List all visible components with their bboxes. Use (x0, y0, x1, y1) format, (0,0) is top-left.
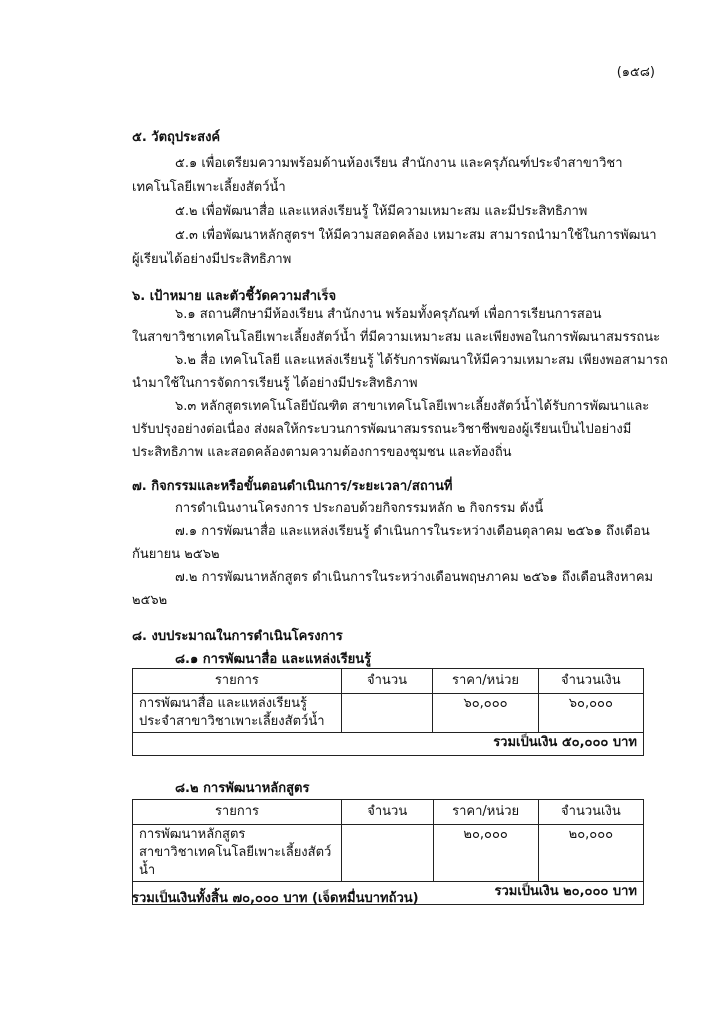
section-6-item-2-line-2: นำมาใช้ในการจัดการเรียนรู้ ได้อย่างมีประสิทธิภาพ (132, 376, 418, 391)
total-row (133, 733, 644, 756)
item-line-1: การพัฒนาหลักสูตร (139, 827, 246, 842)
section-6-item-2-line-1: ๖.๒ สื่อ เทคโนโลยี และแหล่งเรียนรู้ ได้รับการพัฒนาให้มีความเหมาะสม เพียงพอสามารถ (175, 353, 668, 368)
column-header-price: ราคา/หน่วย (433, 669, 538, 694)
item-line-2: ประจำสาขาวิชาเพาะเลี้ยงสัตว์น้ำ (139, 714, 325, 729)
total-cell: รวมเป็นเงิน ๒๐,๐๐๐ บาท (133, 882, 644, 905)
price-cell: ๖๐,๐๐๐ (433, 694, 538, 733)
column-header-price: ราคา/หน่วย (433, 800, 538, 825)
section-6-heading: ๖. เป้าหมาย และตัวชี้วัดความสำเร็จ (132, 289, 337, 304)
budget-8-2-subheading: ๘.๒ การพัฒนาหลักสูตร (175, 781, 310, 796)
table-row (133, 694, 644, 733)
item-line-1: การพัฒนาสื่อ และแหล่งเรียนรู้ (139, 696, 308, 711)
column-header-item: รายการ (133, 669, 342, 694)
amount-cell: ๖๐,๐๐๐ (538, 694, 643, 733)
section-7-item-1-line-2: กันยายน ๒๕๖๒ (132, 547, 220, 562)
section-6-item-3-line-1: ๖.๓ หลักสูตรเทคโนโลยีบัณฑิต สาขาเทคโนโลยีเพาะเลี้ยงสัตว์น้ำได้รับการพัฒนาและ (175, 399, 650, 414)
section-7-item-1-line-1: ๗.๑ การพัฒนาสื่อ และแหล่งเรียนรู้ ดำเนินการในระหว่างเดือนตุลาคม ๒๕๖๑ ถึงเดือน (175, 524, 650, 539)
section-5-item-3-line-2: ผู้เรียนได้อย่างมีประสิทธิภาพ (132, 252, 292, 267)
section-6-item-3-line-2: ปรับปรุงอย่างต่อเนื่อง ส่งผลให้กระบวนการพัฒนาสมรรถนะวิชาชีพของผู้เรียนเป็นไปอย่างมี (132, 422, 632, 437)
section-7-item-2-line-2: ๒๕๖๒ (132, 593, 168, 608)
section-5-item-2: ๕.๒ เพื่อพัฒนาสื่อ และแหล่งเรียนรู้ ให้มีความเหมาะสม และมีประสิทธิภาพ (175, 204, 588, 219)
column-header-qty: จำนวน (341, 669, 433, 694)
section-7-intro: การดำเนินงานโครงการ ประกอบด้วยกิจกรรมหลัก ๒ กิจกรรม ดังนี้ (175, 501, 544, 516)
qty-cell (341, 825, 433, 882)
section-7-item-2-line-1: ๗.๒ การพัฒนาหลักสูตร ดำเนินการในระหว่างเดือนพฤษภาคม ๒๕๖๑ ถึงเดือนสิงหาคม (175, 570, 654, 585)
section-5-item-1-line-2: เทคโนโลยีเพาะเลี้ยงสัตว์น้ำ (132, 180, 286, 195)
column-header-amount: จำนวนเงิน (538, 669, 643, 694)
table-header-row (133, 669, 644, 694)
section-7-heading: ๗. กิจกรรมและหรือขั้นตอนดำเนินการ/ระยะเวลา/สถานที่ (132, 479, 453, 494)
qty-cell (341, 694, 433, 733)
total-cell: รวมเป็นเงิน ๕๐,๐๐๐ บาท (133, 733, 644, 756)
table-header-row (133, 800, 644, 825)
budget-8-1-subheading: ๘.๑ การพัฒนาสื่อ และแหล่งเรียนรู้ (175, 652, 372, 667)
section-6-item-1-line-2: ในสาขาวิชาเทคโนโลยีเพาะเลี้ยงสัตว์น้ำ ที่มีความเหมาะสม และเพียงพอในการพัฒนาสมรรถนะ (132, 330, 661, 345)
budget-table-media (132, 668, 644, 756)
item-line-2: สาขาวิชาเทคโนโลยีเพาะเลี้ยงสัตว์น้ำ (139, 845, 332, 878)
section-6-item-1-line-1: ๖.๑ สถานศึกษามีห้องเรียน สำนักงาน พร้อมทั้งครุภัณฑ์ เพื่อการเรียนการสอน (175, 307, 602, 322)
section-5-heading: ๕. วัตถุประสงค์ (132, 130, 221, 145)
column-header-item: รายการ (133, 800, 342, 825)
table-row (133, 825, 644, 882)
page-number: (๑๕๘) (616, 65, 655, 80)
grand-total: รวมเป็นเงินทั้งสิ้น ๗๐,๐๐๐ บาท (เจ็ดหมื่นบาทถ้วน) (132, 891, 419, 906)
item-cell (133, 825, 342, 882)
section-5-item-3-line-1: ๕.๓ เพื่อพัฒนาหลักสูตรฯ ให้มีความสอดคล้อง เหมาะสม สามารถนำมาใช้ในการพัฒนา (175, 228, 657, 243)
column-header-amount: จำนวนเงิน (538, 800, 643, 825)
price-cell: ๒๐,๐๐๐ (433, 825, 538, 882)
column-header-qty: จำนวน (341, 800, 433, 825)
section-8-heading: ๘. งบประมาณในการดำเนินโครงการ (132, 629, 343, 644)
item-cell (133, 694, 342, 733)
section-6-item-3-line-3: ประสิทธิภาพ และสอดคล้องตามความต้องการของชุมชน และท้องถิ่น (132, 445, 512, 460)
amount-cell: ๒๐,๐๐๐ (538, 825, 643, 882)
section-5-item-1-line-1: ๕.๑ เพื่อเตรียมความพร้อมด้านห้องเรียน สำนักงาน และครุภัณฑ์ประจำสาขาวิชา (175, 156, 623, 171)
